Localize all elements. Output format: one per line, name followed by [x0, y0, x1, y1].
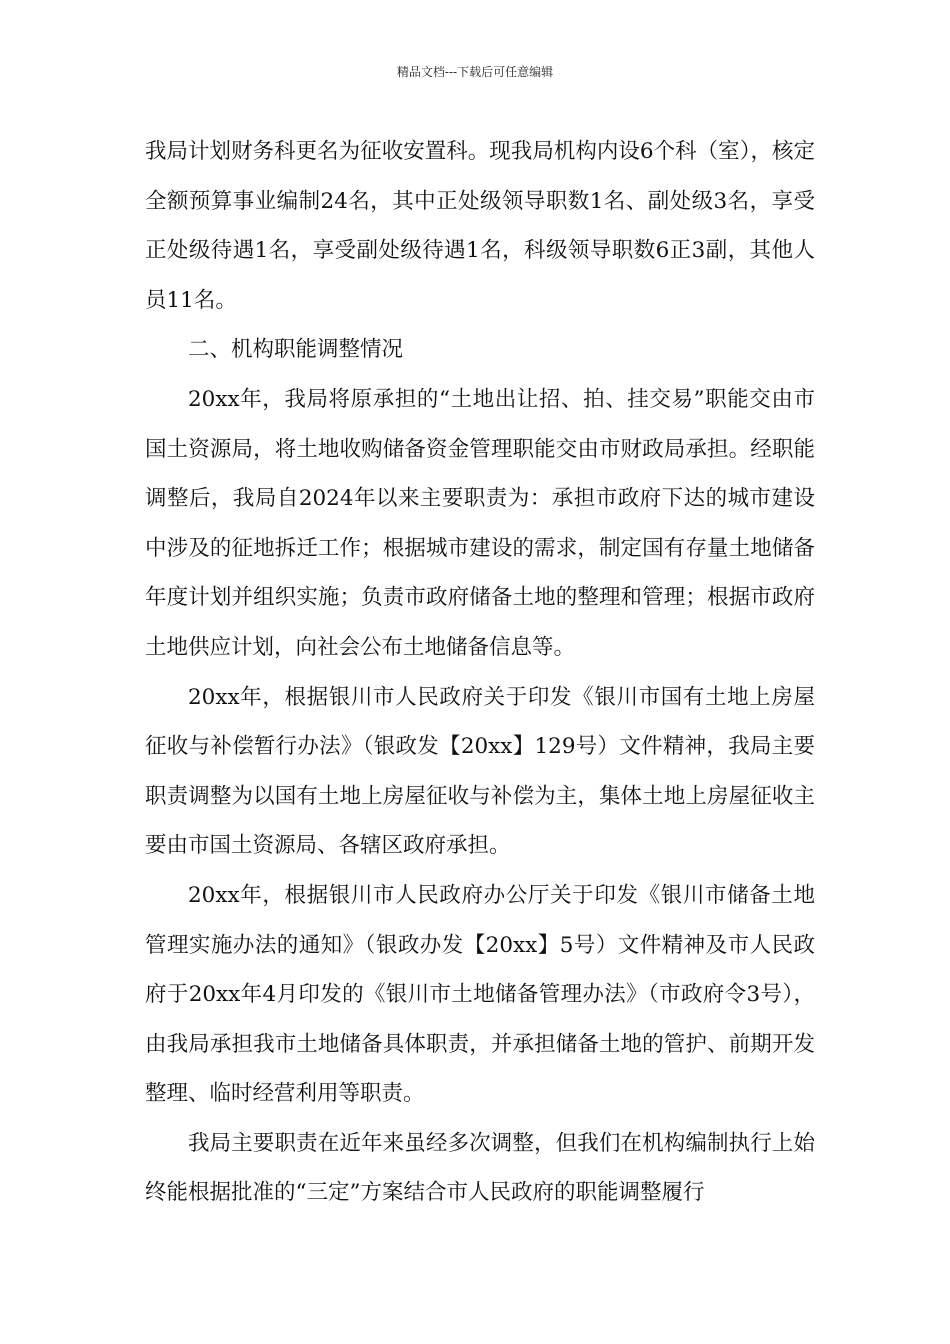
paragraph-5: 我局主要职责在近年来虽经多次调整，但我们在机构编制执行上始终能根据批准的“三定”方案结合市人民政府的职能调整履行: [145, 1130, 815, 1206]
page-header: 精品文档---下载后可任意编辑: [396, 65, 554, 79]
paragraph-2: 20xx年，我局将原承担的“土地出让招、拍、挂交易”职能交由市国土资源局，将土地收购储备资金管理职能交由市财政局承担。经职能调整后，我局自2024年以来主要职责为：承担市政府下达的城市建设中涉及的征地拆迁工作；根据城市建设的需求，制定国有存量土地储备年度计划并组织实施；负责市政府储备土地的整理和管理；根据市政府土地供应计划，向社会公布土地储备信息等。: [145, 386, 815, 660]
section-heading: 二、机构职能调整情况: [188, 337, 404, 363]
document-body: [145, 127, 815, 1218]
paragraph-1: 我局计划财务科更名为征收安置科。现我局机构内设6个科（室），核定全额预算事业编制24名，其中正处级领导职数1名、副处级3名，享受正处级待遇1名，享受副处级待遇1名，科级领导职数6正3副，其他人员11名。: [145, 139, 815, 313]
paragraph-3: 20xx年，根据银川市人民政府关于印发《银川市国有土地上房屋征收与补偿暂行办法》（银政发【20xx】129号）文件精神，我局主要职责调整为以国有土地上房屋征收与补偿为主，集体土地上房屋征收主要由市国土资源局、各辖区政府承担。: [145, 684, 815, 859]
paragraph-4: 20xx年，根据银川市人民政府办公厅关于印发《银川市储备土地管理实施办法的通知》（银政办发【20xx】5号）文件精神及市人民政府于20xx年4月印发的《银川市土地储备管理办法》（市政府令3号），由我局承担我市土地储备具体职责，并承担储备土地的管护、前期开发整理、临时经营利用等职责。: [145, 882, 815, 1107]
